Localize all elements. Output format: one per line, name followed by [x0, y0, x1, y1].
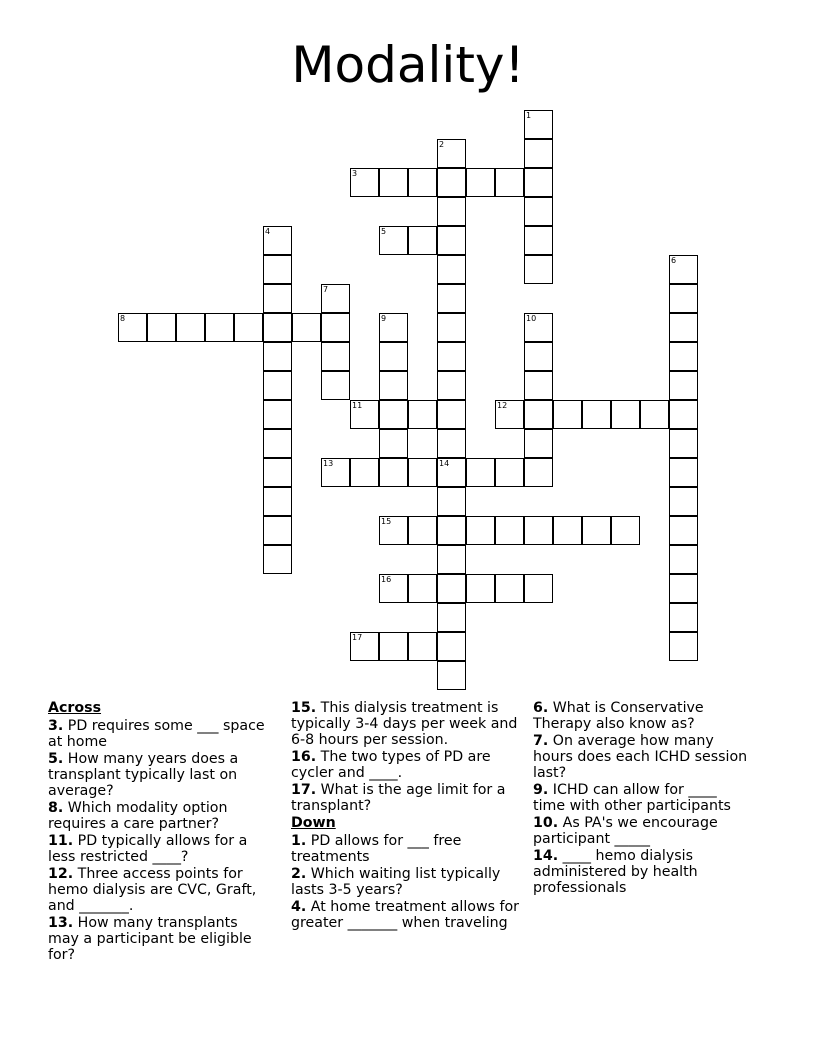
crossword-cell[interactable]	[437, 458, 466, 487]
crossword-cell[interactable]	[495, 458, 524, 487]
crossword-cell[interactable]	[379, 516, 408, 545]
clue-item	[533, 848, 748, 896]
clue-number: 2.	[291, 866, 307, 882]
crossword-cell[interactable]	[379, 371, 408, 400]
clue-number: 8.	[48, 800, 64, 816]
cell-number: 17	[352, 633, 363, 642]
crossword-cell[interactable]	[437, 197, 466, 226]
clue-number: 13.	[48, 915, 74, 931]
crossword-cell[interactable]	[640, 400, 669, 429]
crossword-cell[interactable]	[263, 342, 292, 371]
clue-text: As PA's we encourage participant _____	[533, 815, 718, 847]
crossword-cell[interactable]	[437, 632, 466, 661]
crossword-cell[interactable]	[437, 487, 466, 516]
crossword-cell[interactable]	[437, 429, 466, 458]
crossword-cell[interactable]	[495, 400, 524, 429]
crossword-cell[interactable]	[437, 516, 466, 545]
clue-number: 7.	[533, 733, 549, 749]
crossword-cell[interactable]	[524, 226, 553, 255]
crossword-cell[interactable]	[379, 458, 408, 487]
cell-number: 13	[323, 459, 334, 468]
crossword-cell[interactable]	[437, 661, 466, 690]
crossword-cell[interactable]	[524, 197, 553, 226]
clue-text: At home treatment allows for greater _______ when traveling	[291, 899, 519, 931]
clue-number: 12.	[48, 866, 74, 882]
clue-text: What is the age limit for a transplant?	[291, 782, 506, 814]
crossword-cell[interactable]	[321, 342, 350, 371]
clue-number: 15.	[291, 700, 317, 716]
crossword-cell[interactable]	[669, 371, 698, 400]
clue-number: 3.	[48, 718, 64, 734]
down-clue-list	[291, 833, 527, 931]
crossword-cell[interactable]	[263, 458, 292, 487]
crossword-cell[interactable]	[437, 603, 466, 632]
crossword-cell[interactable]	[524, 139, 553, 168]
cell-number: 1	[526, 111, 532, 120]
crossword-cell[interactable]	[379, 226, 408, 255]
crossword-cell[interactable]	[495, 168, 524, 197]
crossword-cell[interactable]	[669, 632, 698, 661]
crossword-cell[interactable]	[263, 400, 292, 429]
clue-number: 16.	[291, 749, 317, 765]
cell-number: 6	[671, 256, 677, 265]
clues-column-2	[291, 700, 527, 932]
cell-number: 4	[265, 227, 271, 236]
crossword-cell[interactable]	[553, 516, 582, 545]
crossword-cell[interactable]	[408, 632, 437, 661]
crossword-cell[interactable]	[669, 603, 698, 632]
clue-item	[48, 718, 270, 750]
crossword-cell[interactable]	[350, 632, 379, 661]
clue-item	[291, 782, 527, 814]
crossword-cell[interactable]	[669, 516, 698, 545]
crossword-cell[interactable]	[408, 168, 437, 197]
crossword-cell[interactable]	[379, 168, 408, 197]
down-clue-list-continued	[533, 700, 748, 896]
cell-number: 11	[352, 401, 363, 410]
crossword-cell[interactable]	[263, 545, 292, 574]
cell-number: 10	[526, 314, 537, 323]
crossword-cell[interactable]	[263, 226, 292, 255]
crossword-cell[interactable]	[408, 400, 437, 429]
crossword-cell[interactable]	[524, 458, 553, 487]
crossword-cell[interactable]	[350, 168, 379, 197]
crossword-cell[interactable]	[408, 458, 437, 487]
clue-text: Which waiting list typically lasts 3-5 years?	[291, 866, 501, 898]
clue-text: ____ hemo dialysis administered by health professionals	[533, 848, 698, 896]
crossword-cell[interactable]	[669, 545, 698, 574]
crossword-cell[interactable]	[437, 255, 466, 284]
crossword-cell[interactable]	[524, 255, 553, 284]
crossword-cell[interactable]	[263, 284, 292, 313]
clue-number: 4.	[291, 899, 307, 915]
crossword-cell[interactable]	[669, 429, 698, 458]
crossword-cell[interactable]	[524, 429, 553, 458]
crossword-cell[interactable]	[437, 139, 466, 168]
crossword-cell[interactable]	[379, 400, 408, 429]
crossword-cell[interactable]	[669, 574, 698, 603]
cell-number: 3	[352, 169, 358, 178]
crossword-cell[interactable]	[118, 313, 147, 342]
crossword-cell[interactable]	[263, 371, 292, 400]
crossword-cell[interactable]	[669, 487, 698, 516]
crossword-cell[interactable]	[321, 371, 350, 400]
clue-text: This dialysis treatment is typically 3-4 days per week and 6-8 hours per session.	[291, 700, 518, 748]
crossword-cell[interactable]	[321, 284, 350, 313]
clue-text: How many years does a transplant typically last on average?	[48, 751, 239, 799]
crossword-cell[interactable]	[176, 313, 205, 342]
crossword-cell[interactable]	[669, 342, 698, 371]
clue-text: Three access points for hemo dialysis are CVC, Graft, and _______.	[48, 866, 257, 914]
clue-item	[533, 815, 748, 847]
clue-item	[533, 700, 748, 732]
clue-number: 6.	[533, 700, 549, 716]
clue-item	[291, 749, 527, 781]
crossword-cell[interactable]	[263, 429, 292, 458]
crossword-cell[interactable]	[437, 342, 466, 371]
crossword-cell[interactable]	[292, 313, 321, 342]
crossword-cell[interactable]	[582, 400, 611, 429]
crossword-cell[interactable]	[379, 342, 408, 371]
across-clue-list	[48, 718, 270, 963]
crossword-cell[interactable]	[524, 574, 553, 603]
crossword-cell[interactable]	[437, 545, 466, 574]
crossword-cell[interactable]	[437, 168, 466, 197]
cell-number: 5	[381, 227, 387, 236]
clue-item	[291, 833, 527, 865]
clue-item	[48, 915, 270, 963]
clue-text: What is Conservative Therapy also know as?	[533, 700, 704, 732]
clues-column-3	[533, 700, 748, 897]
crossword-cell[interactable]	[524, 168, 553, 197]
crossword-cell[interactable]	[350, 458, 379, 487]
crossword-cell[interactable]	[379, 313, 408, 342]
crossword-cell[interactable]	[408, 516, 437, 545]
crossword-cell[interactable]	[437, 574, 466, 603]
crossword-cell[interactable]	[408, 226, 437, 255]
crossword-cell[interactable]	[321, 313, 350, 342]
clue-text: ICHD can allow for ____ time with other participants	[533, 782, 731, 814]
crossword-cell[interactable]	[524, 516, 553, 545]
down-heading: Down	[291, 815, 336, 831]
cell-number: 2	[439, 140, 445, 149]
crossword-cell[interactable]	[408, 574, 437, 603]
crossword-cell[interactable]	[611, 400, 640, 429]
crossword-cell[interactable]	[466, 168, 495, 197]
clue-text: How many transplants may a participant be eligible for?	[48, 915, 252, 963]
crossword-cell[interactable]	[379, 429, 408, 458]
clue-item	[48, 866, 270, 914]
crossword-cell[interactable]	[524, 371, 553, 400]
crossword-cell[interactable]	[669, 255, 698, 284]
cell-number: 8	[120, 314, 126, 323]
crossword-cell[interactable]	[437, 226, 466, 255]
clue-item	[48, 833, 270, 865]
crossword-cell[interactable]	[466, 516, 495, 545]
clue-number: 11.	[48, 833, 74, 849]
crossword-cell[interactable]	[582, 516, 611, 545]
clue-text: PD typically allows for a less restricted ____?	[48, 833, 248, 865]
clue-number: 10.	[533, 815, 559, 831]
clue-item	[291, 700, 527, 748]
clue-number: 17.	[291, 782, 317, 798]
crossword-cell[interactable]	[147, 313, 176, 342]
cell-number: 9	[381, 314, 387, 323]
crossword-cell[interactable]	[437, 371, 466, 400]
across-heading: Across	[48, 700, 102, 716]
crossword-cell[interactable]	[669, 284, 698, 313]
clue-item	[533, 782, 748, 814]
crossword-cell[interactable]	[263, 255, 292, 284]
clue-number: 9.	[533, 782, 549, 798]
crossword-cell[interactable]	[553, 400, 582, 429]
crossword-cell[interactable]	[524, 400, 553, 429]
clue-text: PD requires some ___ space at home	[48, 718, 265, 750]
crossword-cell[interactable]	[495, 516, 524, 545]
crossword-cell[interactable]	[437, 313, 466, 342]
clue-item	[533, 733, 748, 781]
crossword-cell[interactable]	[263, 313, 292, 342]
crossword-cell[interactable]	[379, 632, 408, 661]
crossword-cell[interactable]	[524, 313, 553, 342]
clue-item	[48, 800, 270, 832]
puzzle-title: Modality!	[291, 36, 525, 94]
clue-text: PD allows for ___ free treatments	[291, 833, 462, 865]
crossword-cell[interactable]	[437, 400, 466, 429]
clue-item	[291, 866, 527, 898]
cell-number: 15	[381, 517, 392, 526]
crossword-cell[interactable]	[466, 574, 495, 603]
cell-number: 14	[439, 459, 450, 468]
crossword-cell[interactable]	[524, 342, 553, 371]
across-clue-list-continued	[291, 700, 527, 814]
crossword-cell[interactable]	[611, 516, 640, 545]
clue-text: The two types of PD are cycler and ____.	[291, 749, 491, 781]
crossword-cell[interactable]	[205, 313, 234, 342]
crossword-cell[interactable]	[466, 458, 495, 487]
clue-number: 5.	[48, 751, 64, 767]
cell-number: 7	[323, 285, 329, 294]
crossword-cell[interactable]	[350, 400, 379, 429]
cell-number: 12	[497, 401, 508, 410]
crossword-cell[interactable]	[437, 284, 466, 313]
crossword-cell[interactable]	[669, 458, 698, 487]
crossword-cell[interactable]	[263, 487, 292, 516]
cell-number: 16	[381, 575, 392, 584]
crossword-cell[interactable]	[524, 110, 553, 139]
crossword-cell[interactable]	[263, 516, 292, 545]
clue-number: 1.	[291, 833, 307, 849]
crossword-cell[interactable]	[669, 400, 698, 429]
clue-text: Which modality option requires a care partner?	[48, 800, 228, 832]
crossword-cell[interactable]	[379, 574, 408, 603]
crossword-cell[interactable]	[669, 313, 698, 342]
clue-item	[48, 751, 270, 799]
crossword-cell[interactable]	[321, 458, 350, 487]
clues-column-1	[48, 700, 270, 964]
clue-text: On average how many hours does each ICHD session last?	[533, 733, 748, 781]
clue-item	[291, 899, 527, 931]
clue-number: 14.	[533, 848, 559, 864]
crossword-cell[interactable]	[234, 313, 263, 342]
crossword-cell[interactable]	[495, 574, 524, 603]
